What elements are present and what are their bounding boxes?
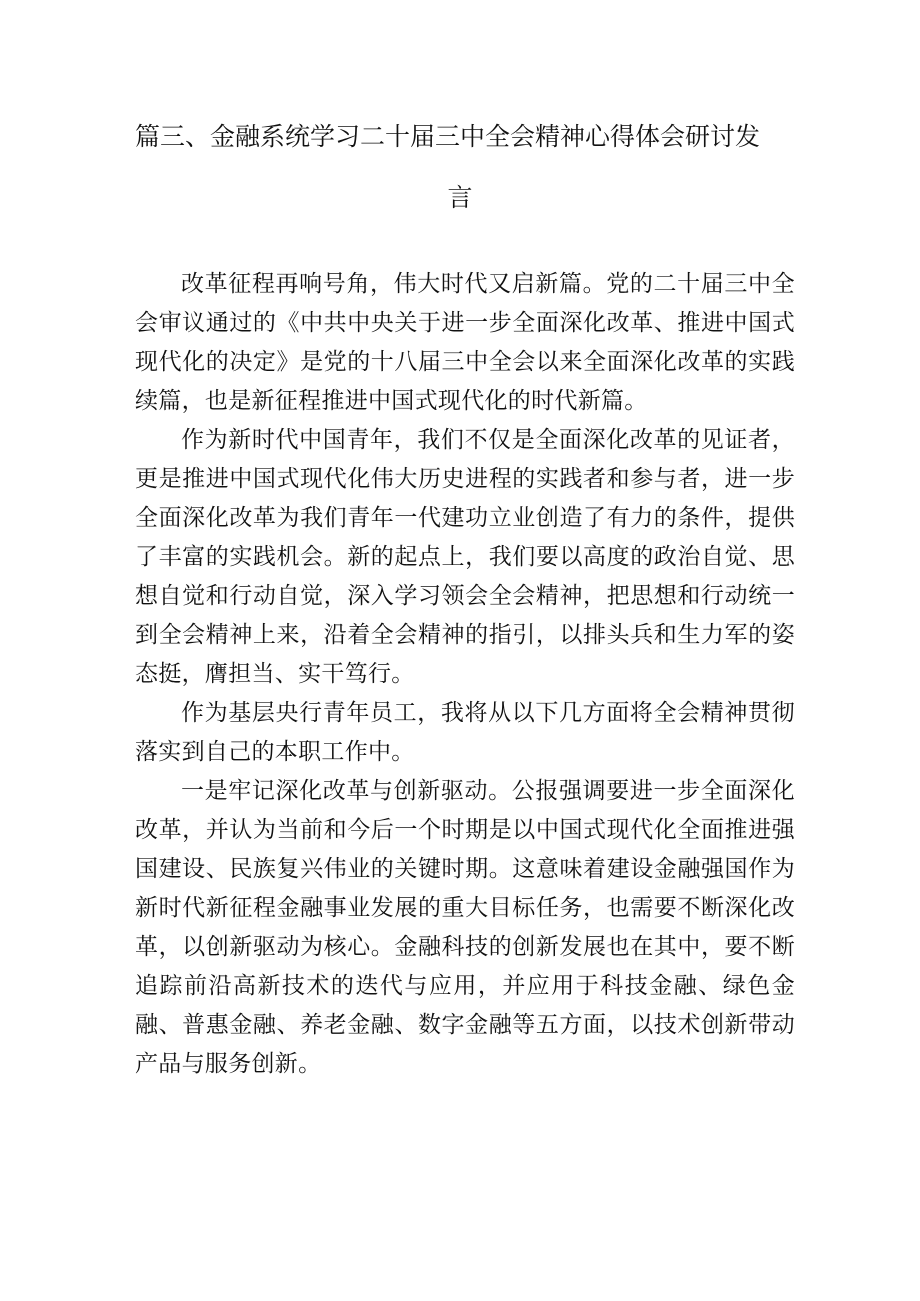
paragraph-commitment: 作为基层央行青年员工，我将从以下几方面将全会精神贯彻落实到自己的本职工作中。 [135, 700, 795, 765]
document-title-line-1: 篇三、金融系统学习二十届三中全会精神心得体会研讨发 [135, 122, 761, 151]
paragraph-youth: 作为新时代中国青年，我们不仅是全面深化改革的见证者，更是推进中国式现代化伟大历史进程的实践者和参与者，进一步全面深化改革为我们青年一代建功立业创造了有力的条件，提供了丰富的实践机会。新的起点上，我们要以高度的政治自觉、思想自觉和行动自觉，深入学习领会全会精神，把思想和行动统一到全会精神上来，沿着全会精神的指引，以排头兵和生力军的姿态挺，膺担当、实干笃行。 [135, 427, 795, 687]
paragraph-point-one: 一是牢记深化改革与创新驱动。公报强调要进一步全面深化改革，并认为当前和今后一个时期是以中国式现代化全面推进强国建设、民族复兴伟业的关键时期。这意味着建设金融强国作为新时代新征程金融事业发展的重大目标任务，也需要不断深化改革，以创新驱动为核心。金融科技的创新发展也在其中，要不断追踪前沿高新技术的迭代与应用，并应用于科技金融、绿色金融、普惠金融、养老金融、数字金融等五方面，以技术创新带动产品与服务创新。 [135, 778, 795, 1077]
document-body [135, 265, 795, 1084]
paragraph-intro: 改革征程再响号角，伟大时代又启新篇。党的二十届三中全会审议通过的《中共中央关于进一步全面深化改革、推进中国式现代化的决定》是党的十八届三中全会以来全面深化改革的实践续篇，也是新征程推进中国式现代化的时代新篇。 [135, 271, 795, 414]
document-title-line-2: 言 [447, 183, 473, 212]
